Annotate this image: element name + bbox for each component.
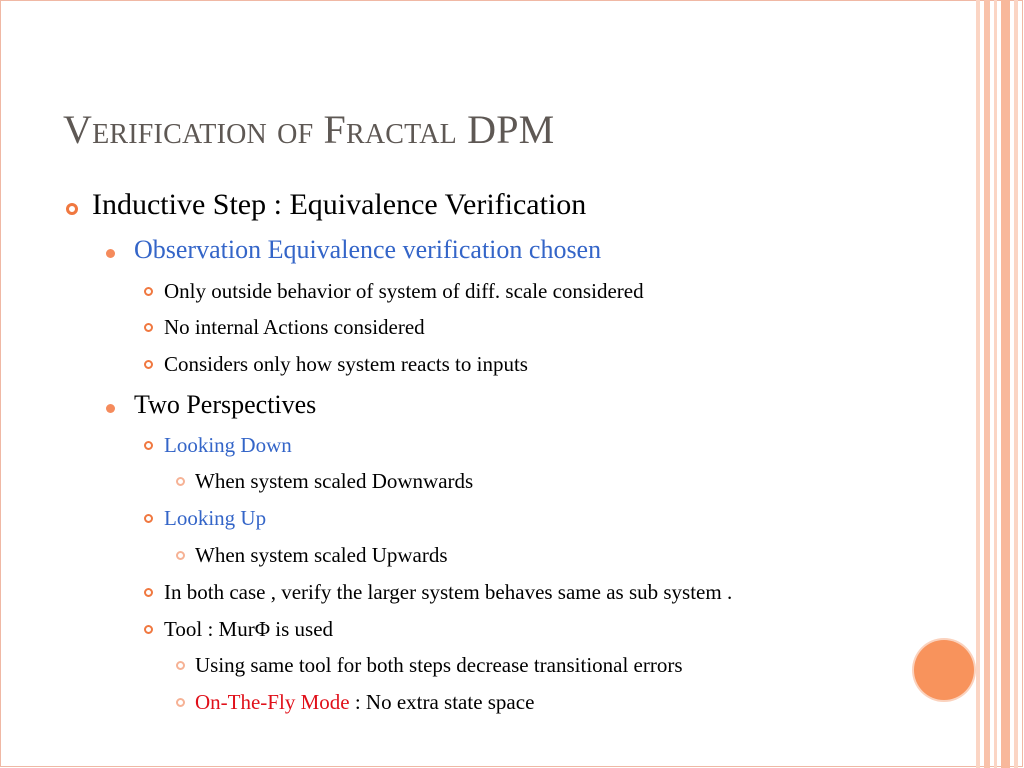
small-hollow-circle-bullet-icon (144, 514, 153, 523)
bullet-text: Observation Equivalence verification chosen (134, 235, 602, 264)
bullet-item (144, 506, 266, 531)
bullet-item (176, 543, 448, 568)
bullet-item (144, 279, 644, 304)
bullet-text: Two Perspectives (134, 390, 317, 419)
small-hollow-circle-bullet-icon (144, 441, 153, 450)
bullet-text-group (195, 690, 534, 715)
bullet-item (144, 433, 292, 458)
bullet-item (70, 188, 586, 222)
bullet-text: Looking Up (164, 506, 267, 530)
bullet-text: Considers only how system reacts to inputs (164, 352, 528, 376)
bullet-text: Tool : MurΦ is used (164, 617, 334, 641)
bullet-text: Inductive Step : Equivalence Verification (92, 188, 587, 221)
bullet-item (106, 235, 601, 265)
small-hollow-circle-bullet-icon (144, 625, 153, 634)
hollow-circle-bullet-icon (66, 203, 78, 215)
small-hollow-circle-bullet-icon (144, 360, 153, 369)
slide-title: Verification of Fractal DPM (63, 107, 555, 152)
bullet-item (176, 653, 683, 678)
bullet-item (144, 315, 425, 340)
decorative-circle (914, 640, 974, 700)
bullet-item (176, 469, 473, 494)
bullet-text: When system scaled Upwards (195, 543, 448, 567)
bullet-item (144, 352, 528, 377)
bullet-text: Using same tool for both steps decrease transitional errors (195, 653, 683, 677)
bullet-text: : No extra state space (349, 690, 535, 714)
bullet-item (106, 390, 316, 420)
dot-bullet-icon (106, 404, 115, 413)
bullet-item (176, 690, 534, 715)
bullet-text: No internal Actions considered (164, 315, 425, 339)
light-hollow-circle-bullet-icon (176, 477, 185, 486)
decorative-stripes (976, 0, 1024, 768)
bullet-item (144, 617, 333, 642)
dot-bullet-icon (106, 249, 115, 258)
small-hollow-circle-bullet-icon (144, 287, 153, 296)
bullet-text: Only outside behavior of system of diff. scale considered (164, 279, 644, 303)
light-hollow-circle-bullet-icon (176, 661, 185, 670)
small-hollow-circle-bullet-icon (144, 588, 153, 597)
small-hollow-circle-bullet-icon (144, 323, 153, 332)
light-hollow-circle-bullet-icon (176, 551, 185, 560)
light-hollow-circle-bullet-icon (176, 698, 185, 707)
bullet-text: When system scaled Downwards (195, 469, 474, 493)
highlight-text: On-The-Fly Mode (195, 690, 350, 714)
bullet-text: Looking Down (164, 433, 292, 457)
bullet-text: In both case , verify the larger system behaves same as sub system . (164, 580, 733, 604)
bullet-item (144, 580, 732, 605)
